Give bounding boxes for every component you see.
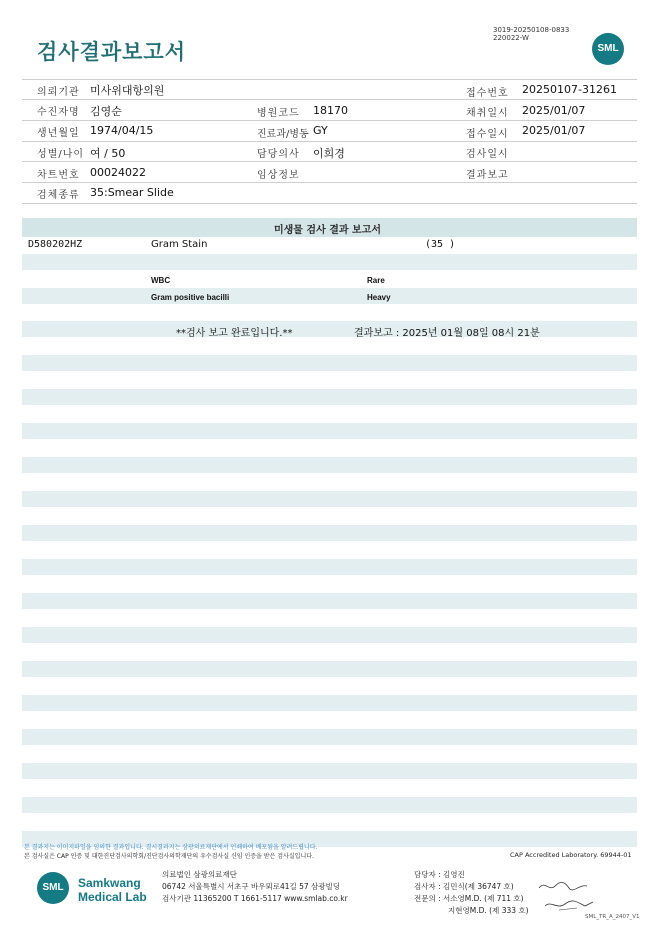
result-name: WBC <box>151 276 171 285</box>
form-code: SML_TR_A_2407_V1 <box>585 914 640 920</box>
label-chart-number: 차트번호 <box>37 170 80 181</box>
value-receipt-date: 2025/01/07 <box>522 124 586 137</box>
row-band <box>22 797 637 813</box>
test-name: Gram Stain <box>151 239 208 250</box>
label-receipt-number: 접수번호 <box>466 88 509 99</box>
label-specimen-type: 검체종류 <box>37 190 80 201</box>
divider <box>22 120 637 121</box>
row-band <box>22 254 637 270</box>
row-band <box>22 627 637 643</box>
label-hospital-code: 병원코드 <box>257 108 300 119</box>
organization-address: 06742 서울특별시 서초구 바우뫼로41길 57 삼광빌딩 <box>162 882 341 891</box>
organization-contact: 검사기관 11365200 T 1661-5117 www.smlab.co.kr <box>162 894 348 903</box>
value-department: GY <box>313 124 328 137</box>
organization-name: 의료법인 삼광의료재단 <box>162 870 237 879</box>
row-band <box>22 559 637 575</box>
test-number: (35 ) <box>425 239 456 250</box>
cap-accreditation: CAP Accredited Laboratory. 69944-01 <box>510 851 632 859</box>
value-doctor: 이희경 <box>313 147 345 160</box>
label-patient-name: 수진자명 <box>37 107 80 118</box>
row-band <box>22 355 637 371</box>
page-title: 검사결과보고서 <box>37 40 187 64</box>
specialist-name: 지현영M.D. (제 333 호) <box>448 906 529 915</box>
report-title: 미생물 검사 결과 보고서 <box>273 225 382 236</box>
sml-logo: SML <box>37 872 69 904</box>
divider <box>22 203 637 204</box>
row-band <box>22 695 637 711</box>
value-collection-date: 2025/01/07 <box>522 104 586 117</box>
brand-name-line2: Medical Lab <box>78 890 147 904</box>
report-code-line1: 3019-20250108-0833 <box>493 26 570 34</box>
row-band <box>22 593 637 609</box>
divider <box>22 141 637 142</box>
label-clinical-info: 임상정보 <box>257 170 300 181</box>
certification-text: 본 검사실은 CAP 인증 및 대한진단검사의학회/진단검사의학재단의 우수검사실 신임 인증을 받은 검사실입니다. <box>24 853 314 860</box>
label-collection-date: 채취일시 <box>466 108 509 119</box>
row-band <box>22 661 637 677</box>
row-band <box>22 423 637 439</box>
report-time: 결과보고 : 2025년 01월 08일 08시 21분 <box>354 328 540 339</box>
row-band <box>22 763 637 779</box>
row-band <box>22 457 637 473</box>
specialist-name: 전문의 : 서소영M.D. (제 711 호) <box>414 894 524 903</box>
report-complete-message: **검사 보고 완료입니다.** <box>176 328 293 339</box>
value-patient-name: 김영순 <box>90 105 122 118</box>
label-result-report: 결과보고 <box>466 170 509 181</box>
row-band <box>22 288 637 304</box>
value-chart-number: 00024022 <box>90 166 146 179</box>
label-department: 진료과/병동 <box>257 129 309 140</box>
test-code: D580202HZ <box>28 239 83 250</box>
notice-text: 본 결과지는 이미지파일을 임의한 결과입니다. 결시결과지는 삼광의료재단에서 인쇄하여 배포됨을 알려드립니다. <box>24 844 318 851</box>
value-sex-age: 여 / 50 <box>90 147 126 160</box>
value-birth-date: 1974/04/15 <box>90 124 154 137</box>
result-name: Gram positive bacilli <box>151 293 230 302</box>
sml-logo: SML <box>592 33 624 65</box>
label-requesting-institution: 의뢰기관 <box>37 87 80 98</box>
divider <box>22 161 637 162</box>
divider <box>22 99 637 100</box>
divider <box>22 182 637 183</box>
brand-name-line1: Samkwang <box>78 876 141 890</box>
signature <box>537 878 597 914</box>
value-requesting-institution: 미사위대항의원 <box>90 84 165 97</box>
value-hospital-code: 18170 <box>313 104 348 117</box>
row-band <box>22 491 637 507</box>
report-code-line2: 220022-W <box>493 34 529 42</box>
tester-name: 검사자 : 김민식(제 36747 호) <box>414 882 514 891</box>
label-test-date: 검사일시 <box>466 149 509 160</box>
label-sex-age: 성별/나이 <box>37 149 85 160</box>
result-value: Rare <box>367 276 385 285</box>
result-value: Heavy <box>367 293 391 302</box>
row-band <box>22 525 637 541</box>
value-receipt-number: 20250107-31261 <box>522 83 617 96</box>
label-birth-date: 생년월일 <box>37 128 80 139</box>
row-band <box>22 389 637 405</box>
row-band <box>22 729 637 745</box>
manager-name: 담당자 : 김영진 <box>414 870 465 879</box>
divider <box>22 79 637 80</box>
label-receipt-date: 접수일시 <box>466 129 509 140</box>
value-specimen-type: 35:Smear Slide <box>90 186 174 199</box>
label-doctor: 담당의사 <box>257 149 300 160</box>
row-band <box>22 321 637 337</box>
